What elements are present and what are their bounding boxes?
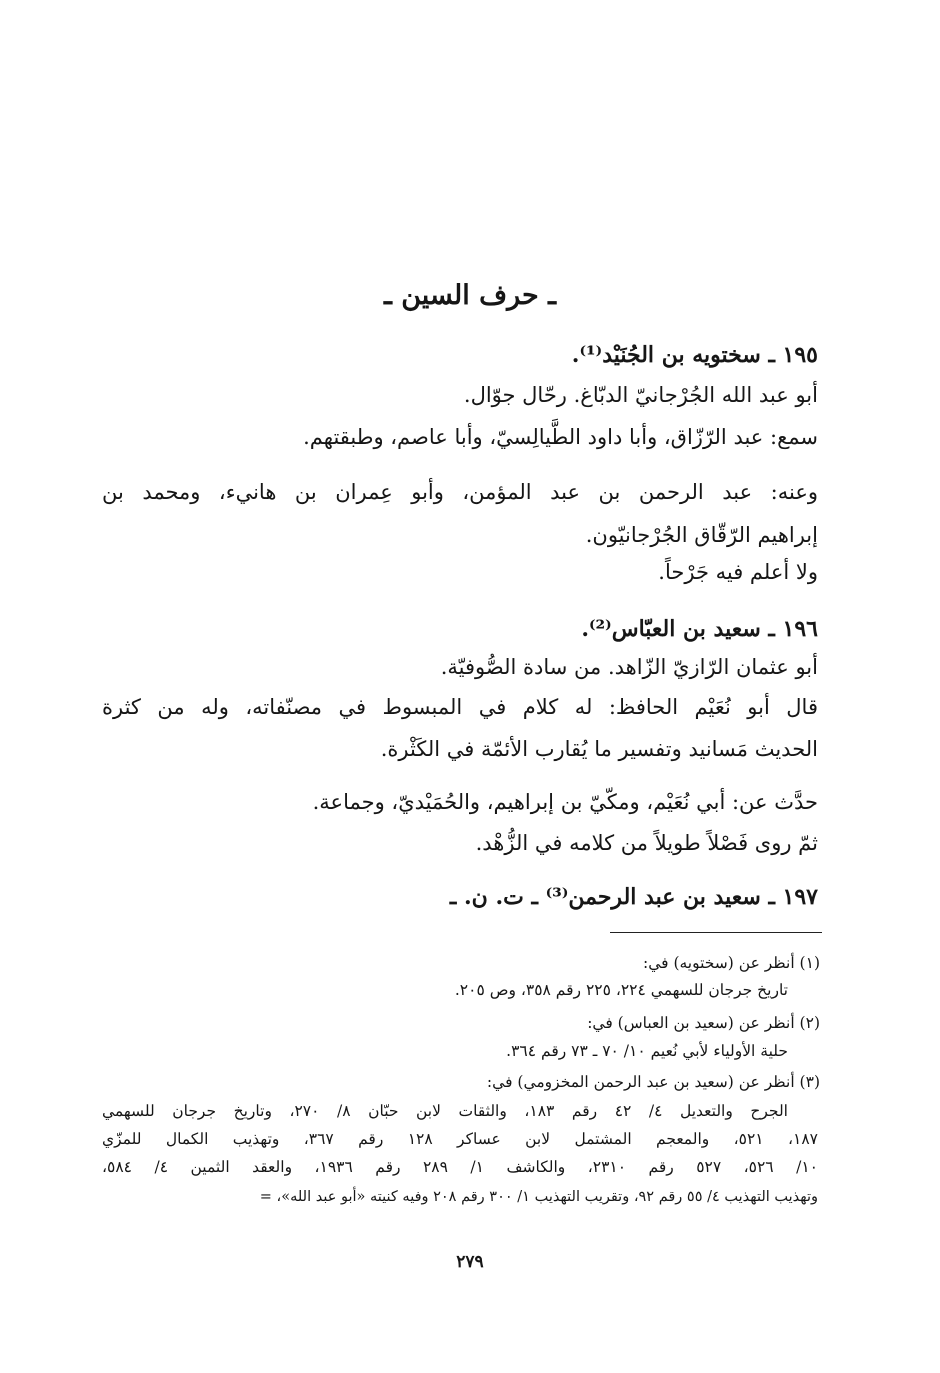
footnote-line: حلية الأولياء لأبي نُعيم ١٠/ ٧٠ ـ ٧٣ رقم ٣٦٤. — [506, 1042, 788, 1060]
body-line: أبو عبد الله الجُرْجانيّ الدبّاغ. رحّال جوّال. — [463, 383, 818, 407]
footnote-line: ١٠/ ٥٢٦، ٥٢٧ رقم ٢٣١٠، والكاشف ١/ ٢٨٩ رقم ١٩٣٦، والعقد الثمين ٤/ ٥٨٤، — [102, 1158, 818, 1176]
body-line: الحديث مَسانيد وتفسير ما يُقارب الأئمّة في الكَثْرة. — [380, 737, 818, 761]
footnote-line: ١٨٧، ٥٢١، والمعجم المشتمل لابن عساكر ١٢٨ رقم ٣٦٧، وتهذيب الكمال للمزّي — [102, 1130, 818, 1148]
footnote-2: (٢) أنظر عن (سعيد بن العباس) في: — [587, 1014, 820, 1032]
entry-heading-196: ١٩٦ ـ سعيد بن العبّاس⁽²⁾. — [581, 616, 818, 642]
body-line: إبراهيم الرّقّاق الجُرْجانيّون. — [585, 523, 818, 547]
entry-heading-195: ١٩٥ ـ سختويه بن الجُنَيْد⁽¹⁾. — [571, 342, 818, 368]
footnote-separator — [610, 932, 822, 933]
section-title: ـ حرف السين ـ — [383, 280, 557, 311]
body-line: حدَّث عن: أبي نُعَيْم، ومكّيّ بن إبراهيم، والحُمَيْديّ، وجماعة. — [312, 790, 818, 814]
page-number: ٢٧٩ — [456, 1252, 484, 1272]
entry-heading-197: ١٩٧ ـ سعيد بن عبد الرحمن⁽³⁾ ـ ت. ن. ـ — [449, 884, 818, 910]
body-line: سمع: عبد الرّزّاق، وأبا داود الطَّيالِسيّ، وأبا عاصم، وطبقتهم. — [303, 425, 818, 449]
body-line: قال أبو نُعَيْم الحافظ: له كلام في المبسوط في مصنّفاته، وله من كثرة — [102, 695, 818, 719]
footnote-3: (٣) أنظر عن (سعيد بن عبد الرحمن المخزومي) في: — [486, 1073, 820, 1091]
body-line: وعنه: عبد الرحمن بن عبد المؤمن، وأبو عِمران بن هانيء، ومحمد بن — [102, 480, 818, 504]
body-line: أبو عثمان الرّازيّ الزّاهد. من سادة الصُّوفيّة. — [440, 655, 818, 679]
footnote-line: وتهذيب التهذيب ٤/ ٥٥ رقم ٩٢، وتقريب التهذيب ١/ ٣٠٠ رقم ٢٠٨ وفيه كنيته «أبو عبد الله»، = — [259, 1189, 818, 1205]
body-line: ثمّ روى فَصْلاً طويلاً من كلامه في الزُّهْد. — [475, 831, 818, 855]
body-line: ولا أعلم فيه جَرْحاً. — [658, 560, 818, 584]
footnote-line: الجرح والتعديل ٤/ ٤٢ رقم ١٨٣، والثقات لابن حبّان ٨/ ٢٧٠، وتاريخ جرجان للسهمي — [102, 1102, 788, 1120]
footnote-1: (١) أنظر عن (سختويه) في: — [642, 954, 820, 972]
footnote-line: تاريخ جرجان للسهمي ٢٢٤، ٢٢٥ رقم ٣٥٨، وص ٢٠٥. — [454, 981, 788, 999]
